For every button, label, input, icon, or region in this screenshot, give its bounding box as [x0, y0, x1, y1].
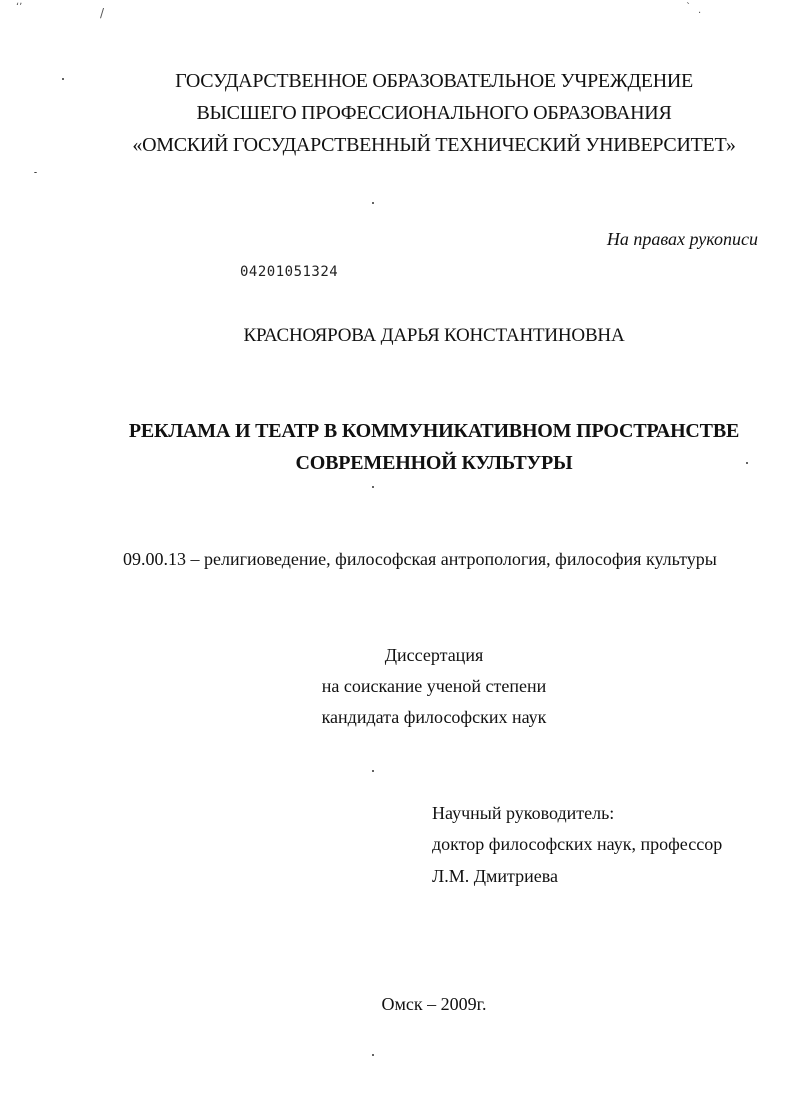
manuscript-note: На правах рукописи [606, 229, 758, 249]
city-year: Омск – 2009г. [381, 994, 487, 1014]
specialty-code: 09.00.13 – религиоведение, философская антропология, философия культуры [123, 549, 717, 569]
supervisor-name: Л.М. Дмитриева [432, 866, 558, 886]
dissertation-label: Диссертация [384, 645, 484, 665]
institution-line-1: ГОСУДАРСТВЕННОЕ ОБРАЗОВАТЕЛЬНОЕ УЧРЕЖДЕНИЕ [175, 70, 693, 92]
institution-line-3: «ОМСКИЙ ГОСУДАРСТВЕННЫЙ ТЕХНИЧЕСКИЙ УНИВЕРСИТЕТ» [132, 134, 736, 156]
scan-mark-icon: ` [686, 2, 691, 13]
supervisor-degree: доктор философских наук, профессор [432, 834, 723, 854]
title-line-1: РЕКЛАМА И ТЕАТР В КОММУНИКАТИВНОМ ПРОСТРАНСТВЕ [128, 420, 740, 442]
institution-line-2: ВЫСШЕГО ПРОФЕССИОНАЛЬНОГО ОБРАЗОВАНИЯ [196, 102, 672, 124]
scan-speck-icon [372, 770, 374, 772]
scan-speck-icon [372, 202, 374, 204]
author-name: КРАСНОЯРОВА ДАРЬЯ КОНСТАНТИНОВНА [243, 325, 625, 346]
scan-speck-icon [34, 172, 37, 173]
catalog-code: 04201051324 [240, 264, 339, 280]
scan-speck-icon [372, 486, 374, 488]
scan-speck-icon [372, 1054, 374, 1056]
dissertation-field-line: кандидата философских наук [321, 707, 547, 727]
scan-mark-icon: ʻʼ [16, 2, 23, 13]
scan-mark-icon: / [100, 6, 105, 20]
supervisor-label: Научный руководитель: [432, 803, 615, 823]
dissertation-degree-line: на соискание ученой степени [321, 676, 547, 696]
scan-mark-icon: · [698, 8, 702, 19]
title-line-2: СОВРЕМЕННОЙ КУЛЬТУРЫ [295, 452, 573, 474]
